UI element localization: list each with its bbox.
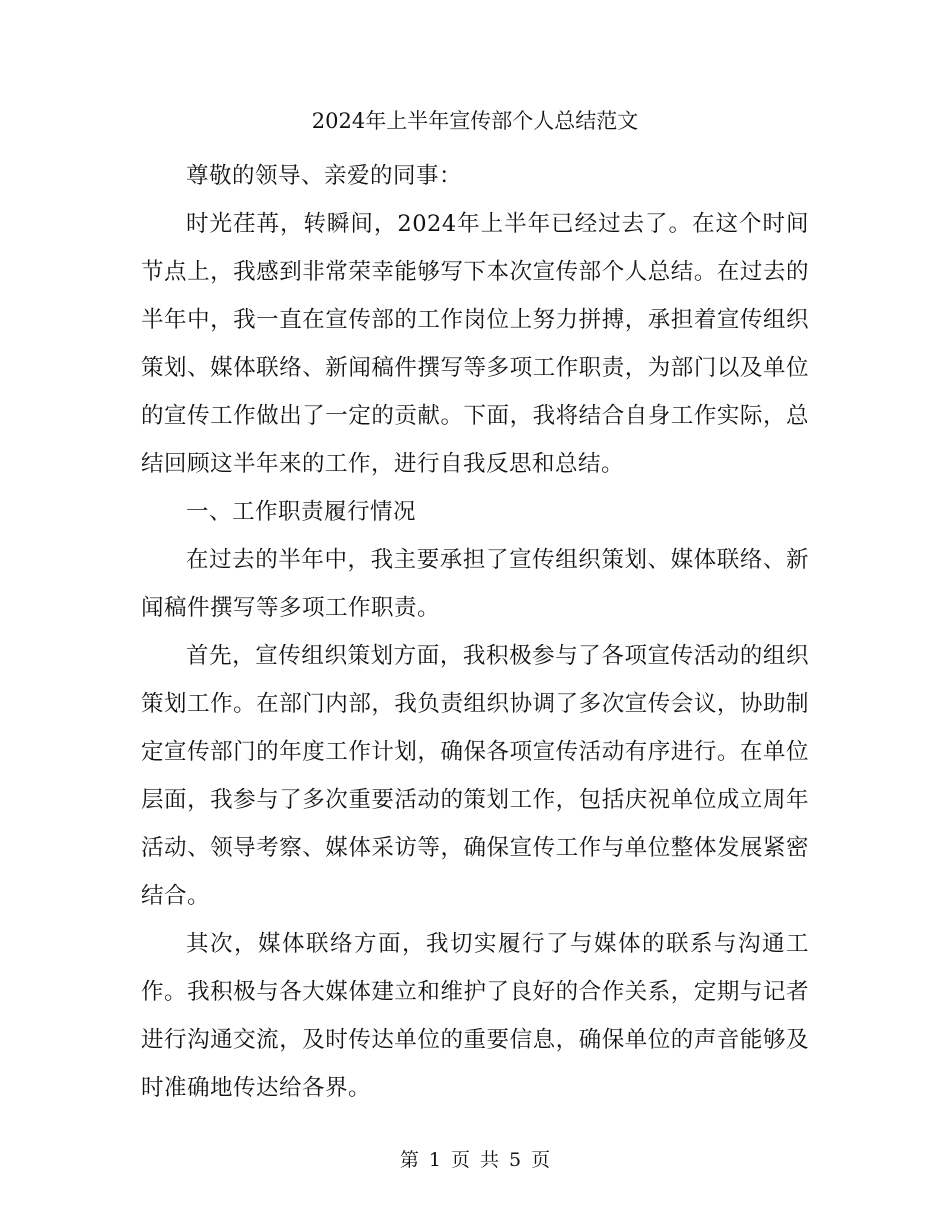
salutation-paragraph: 尊敬的领导、亲爱的同事：	[186, 163, 463, 189]
body-paragraph: 首先，宣传组织策划方面，我积极参与了各项宣传活动的组织策划工作。在部门内部，我负责组织协调了多次宣传会议，协助制定宣传部门的年度工作计划，确保各项宣传活动有序进行。在单位层面，我参与了多次重要活动的策划工作，包括庆祝单位成立周年活动、领导考察、媒体采访等，确保宣传工作与单位整体发展紧密结合。	[141, 643, 809, 909]
body-paragraph: 其次，媒体联络方面，我切实履行了与媒体的联系与沟通工作。我积极与各大媒体建立和维护了良好的合作关系，定期与记者进行沟通交流，及时传达单位的重要信息，确保单位的声音能够及时准确地传达给各界。	[141, 931, 809, 1101]
document-title: 2024年上半年宣传部个人总结范文	[311, 109, 639, 133]
page-number-footer: 第 1 页 共 5 页	[399, 1149, 551, 1171]
document-body	[141, 152, 809, 1112]
intro-paragraph: 时光荏苒，转瞬间，2024年上半年已经过去了。在这个时间节点上，我感到非常荣幸能够写下本次宣传部个人总结。在过去的半年中，我一直在宣传部的工作岗位上努力拼搏，承担着宣传组织策划、媒体联络、新闻稿件撰写等多项工作职责，为部门以及单位的宣传工作做出了一定的贡献。下面，我将结合自身工作实际，总结回顾这半年来的工作，进行自我反思和总结。	[141, 211, 809, 477]
section-heading: 一、工作职责履行情况	[186, 499, 417, 525]
body-paragraph: 在过去的半年中，我主要承担了宣传组织策划、媒体联络、新闻稿件撰写等多项工作职责。	[141, 547, 809, 621]
